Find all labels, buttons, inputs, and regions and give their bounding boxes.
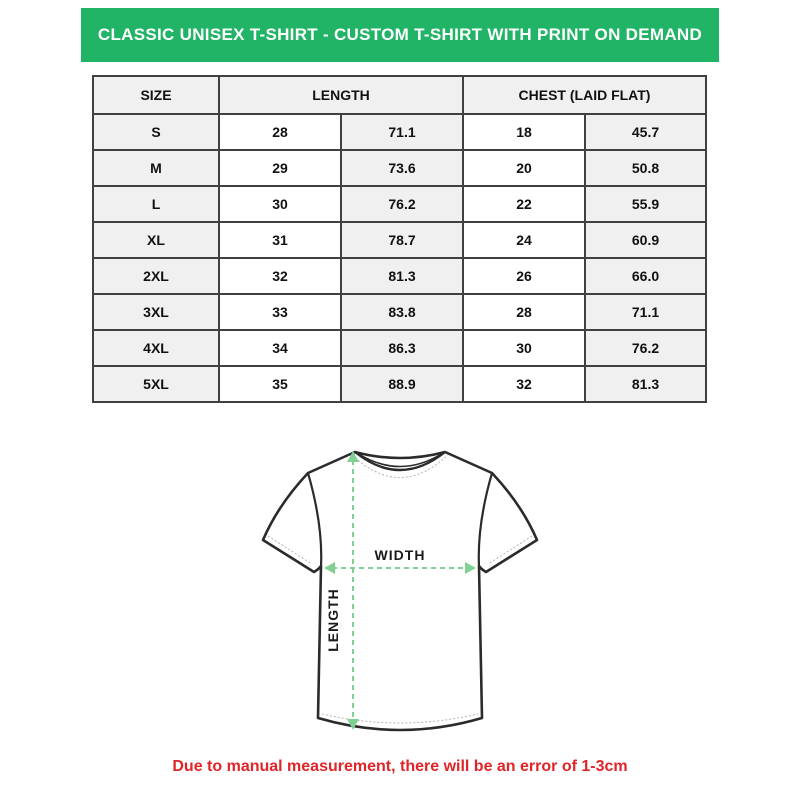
chest-in-cell: 32 [463, 366, 585, 402]
length-label: LENGTH [325, 588, 341, 652]
size-cell: XL [93, 222, 219, 258]
length-in-cell: 33 [219, 294, 341, 330]
length-cm-cell: 86.3 [341, 330, 463, 366]
chest-cm-cell: 45.7 [585, 114, 706, 150]
chest-cm-cell: 55.9 [585, 186, 706, 222]
chest-in-cell: 24 [463, 222, 585, 258]
tshirt-outline [263, 452, 537, 730]
length-in-cell: 35 [219, 366, 341, 402]
length-cm-cell: 73.6 [341, 150, 463, 186]
length-in-cell: 28 [219, 114, 341, 150]
chest-cm-cell: 81.3 [585, 366, 706, 402]
length-in-cell: 34 [219, 330, 341, 366]
measurement-error-note [0, 758, 800, 776]
chest-in-cell: 22 [463, 186, 585, 222]
length-in-cell: 32 [219, 258, 341, 294]
chest-cm-cell: 50.8 [585, 150, 706, 186]
length-cm-cell: 83.8 [341, 294, 463, 330]
header-chest: CHEST (LAID FLAT) [463, 76, 706, 114]
chest-in-cell: 18 [463, 114, 585, 150]
length-cm-cell: 71.1 [341, 114, 463, 150]
length-in-cell: 31 [219, 222, 341, 258]
table-row [93, 366, 706, 402]
table-row [93, 222, 706, 258]
table-row [93, 258, 706, 294]
length-in-cell: 29 [219, 150, 341, 186]
size-cell: L [93, 186, 219, 222]
header-length: LENGTH [219, 76, 463, 114]
note-text: Due to manual measurement, there will be an error of 1-3cm [172, 758, 628, 775]
chest-in-cell: 26 [463, 258, 585, 294]
chest-cm-cell: 71.1 [585, 294, 706, 330]
size-cell: M [93, 150, 219, 186]
size-cell: S [93, 114, 219, 150]
table-row [93, 330, 706, 366]
header-size: SIZE [93, 76, 219, 114]
size-cell: 4XL [93, 330, 219, 366]
length-cm-cell: 81.3 [341, 258, 463, 294]
length-cm-cell: 78.7 [341, 222, 463, 258]
chest-cm-cell: 60.9 [585, 222, 706, 258]
chest-in-cell: 28 [463, 294, 585, 330]
chest-cm-cell: 66.0 [585, 258, 706, 294]
tshirt-measurement-diagram [240, 430, 560, 760]
size-cell: 2XL [93, 258, 219, 294]
length-cm-cell: 88.9 [341, 366, 463, 402]
page-title: CLASSIC UNISEX T-SHIRT - CUSTOM T-SHIRT WITH PRINT ON DEMAND [97, 25, 703, 44]
chest-cm-cell: 76.2 [585, 330, 706, 366]
length-in-cell: 30 [219, 186, 341, 222]
size-table [92, 75, 707, 403]
table-row [93, 294, 706, 330]
title-banner [81, 8, 719, 62]
table-row [93, 186, 706, 222]
size-cell: 5XL [93, 366, 219, 402]
table-row [93, 150, 706, 186]
table-row [93, 114, 706, 150]
chest-in-cell: 20 [463, 150, 585, 186]
width-label: WIDTH [374, 547, 426, 563]
chest-in-cell: 30 [463, 330, 585, 366]
size-cell: 3XL [93, 294, 219, 330]
tshirt-illustration [240, 430, 560, 760]
table-header-row [93, 76, 706, 114]
length-cm-cell: 76.2 [341, 186, 463, 222]
